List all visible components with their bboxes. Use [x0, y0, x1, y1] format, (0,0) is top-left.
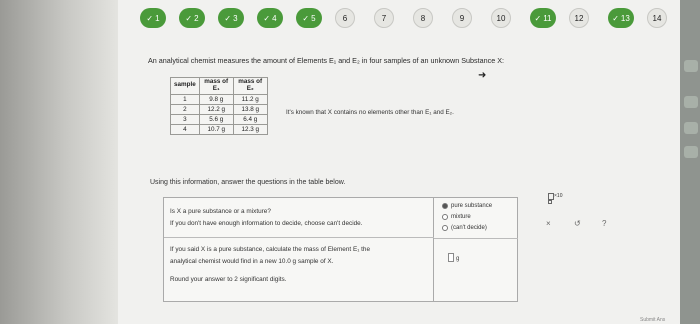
progress-step-13[interactable]	[608, 8, 634, 28]
step-label: 3	[233, 13, 238, 23]
step-label: 12	[574, 13, 584, 23]
right-sidebar	[680, 0, 700, 324]
progress-step-6[interactable]	[335, 8, 355, 28]
column-header: sample	[171, 78, 200, 95]
option-label: (can't decide)	[451, 225, 487, 231]
step-label: 4	[272, 13, 277, 23]
table-cell: 2	[171, 104, 200, 114]
mass-answer-field[interactable]	[448, 253, 459, 262]
table-row	[171, 94, 268, 104]
progress-step-8[interactable]	[413, 8, 433, 28]
data-table	[170, 77, 268, 135]
sidebar-tab[interactable]	[684, 146, 698, 158]
checkmark-icon: ✓	[263, 13, 271, 23]
square-icon	[548, 200, 552, 204]
question-2-instruction: Round your answer to 2 significant digits.	[170, 276, 287, 283]
table-cell: 11.2 g	[233, 94, 267, 104]
progress-step-7[interactable]	[374, 8, 394, 28]
sidebar-tab[interactable]	[684, 96, 698, 108]
unit-label: g	[456, 256, 460, 262]
table-cell: 4	[171, 124, 200, 134]
option-pure-substance[interactable]	[442, 203, 492, 209]
checkmark-icon: ✓	[534, 13, 542, 23]
column-header: mass of E₂	[233, 78, 267, 95]
checkmark-icon: ✓	[224, 13, 232, 23]
checkmark-icon: ✓	[185, 13, 193, 23]
progress-step-10[interactable]	[491, 8, 511, 28]
progress-step-3[interactable]	[218, 8, 244, 28]
submit-button[interactable]: Submit Ans	[640, 317, 666, 323]
question-1-hint: If you don't have enough information to decide, choose can't decide.	[170, 220, 363, 227]
question-panel	[163, 197, 434, 302]
option-mixture[interactable]	[442, 214, 471, 220]
question-2-text: If you said X is a pure substance, calculate the mass of Element E₁ the	[170, 246, 371, 253]
checkmark-icon: ✓	[146, 13, 154, 23]
step-label: 10	[496, 13, 506, 23]
sidebar-tab[interactable]	[684, 122, 698, 134]
progress-step-4[interactable]	[257, 8, 283, 28]
step-label: 8	[420, 13, 426, 23]
progress-step-12[interactable]	[569, 8, 589, 28]
progress-step-2[interactable]	[179, 8, 205, 28]
step-label: 14	[652, 13, 662, 23]
step-label: 11	[543, 13, 552, 23]
option-cant-decide[interactable]	[442, 225, 487, 231]
progress-step-14[interactable]	[647, 8, 667, 28]
checkmark-icon: ✓	[302, 13, 310, 23]
table-cell: 13.8 g	[233, 104, 267, 114]
table-cell: 5.6 g	[199, 114, 233, 124]
answer-tools	[526, 187, 626, 242]
radio-button[interactable]	[442, 214, 448, 220]
table-cell: 10.7 g	[199, 124, 233, 134]
progress-step-1[interactable]	[140, 8, 166, 28]
step-label: 13	[620, 13, 630, 23]
undo-button[interactable]: ↺	[574, 219, 581, 228]
problem-intro: An analytical chemist measures the amount of Elements E₁ and E₂ in four samples of an unknown Substance X:	[148, 56, 504, 65]
sidebar-tab[interactable]	[684, 60, 698, 72]
step-label: 9	[459, 13, 465, 23]
table-cell: 12.3 g	[233, 124, 267, 134]
table-row	[171, 114, 268, 124]
step-label: 7	[381, 13, 387, 23]
progress-step-9[interactable]	[452, 8, 472, 28]
column-header: mass of E₁	[199, 78, 233, 95]
left-background	[0, 0, 118, 324]
table-cell: 12.2 g	[199, 104, 233, 114]
table-row	[171, 124, 268, 134]
table-cell: 1	[171, 94, 200, 104]
mouse-cursor-icon: ➜	[478, 70, 487, 81]
scientific-notation-button[interactable]: ×10	[548, 193, 566, 207]
step-label: 6	[342, 13, 348, 23]
table-cell: 3	[171, 114, 200, 124]
table-row	[171, 104, 268, 114]
checkmark-icon: ✓	[612, 13, 619, 23]
help-button[interactable]: ?	[602, 219, 607, 228]
table-cell: 9.8 g	[199, 94, 233, 104]
problem-note: It's known that X contains no elements other than E₁ and E₂.	[286, 109, 454, 116]
progress-step-11[interactable]	[530, 8, 556, 28]
question-2-text: analytical chemist would find in a new 10.0 g sample of X.	[170, 258, 334, 265]
option-label: mixture	[451, 214, 471, 220]
progress-step-5[interactable]	[296, 8, 322, 28]
answer-panel	[434, 197, 518, 302]
answer-prompt: Using this information, answer the questions in the table below.	[150, 179, 346, 186]
radio-button[interactable]	[442, 225, 448, 231]
step-label: 5	[311, 13, 316, 23]
question-1-text: Is X a pure substance or a mixture?	[170, 208, 271, 215]
step-label: 1	[155, 13, 160, 23]
table-cell: 6.4 g	[233, 114, 267, 124]
divider	[434, 238, 518, 239]
radio-button[interactable]	[442, 203, 448, 209]
question-progress-bar	[140, 6, 700, 28]
step-label: 2	[194, 13, 199, 23]
clear-button[interactable]: ×	[546, 219, 551, 228]
option-label: pure substance	[451, 203, 493, 209]
mass-input[interactable]	[448, 253, 454, 262]
